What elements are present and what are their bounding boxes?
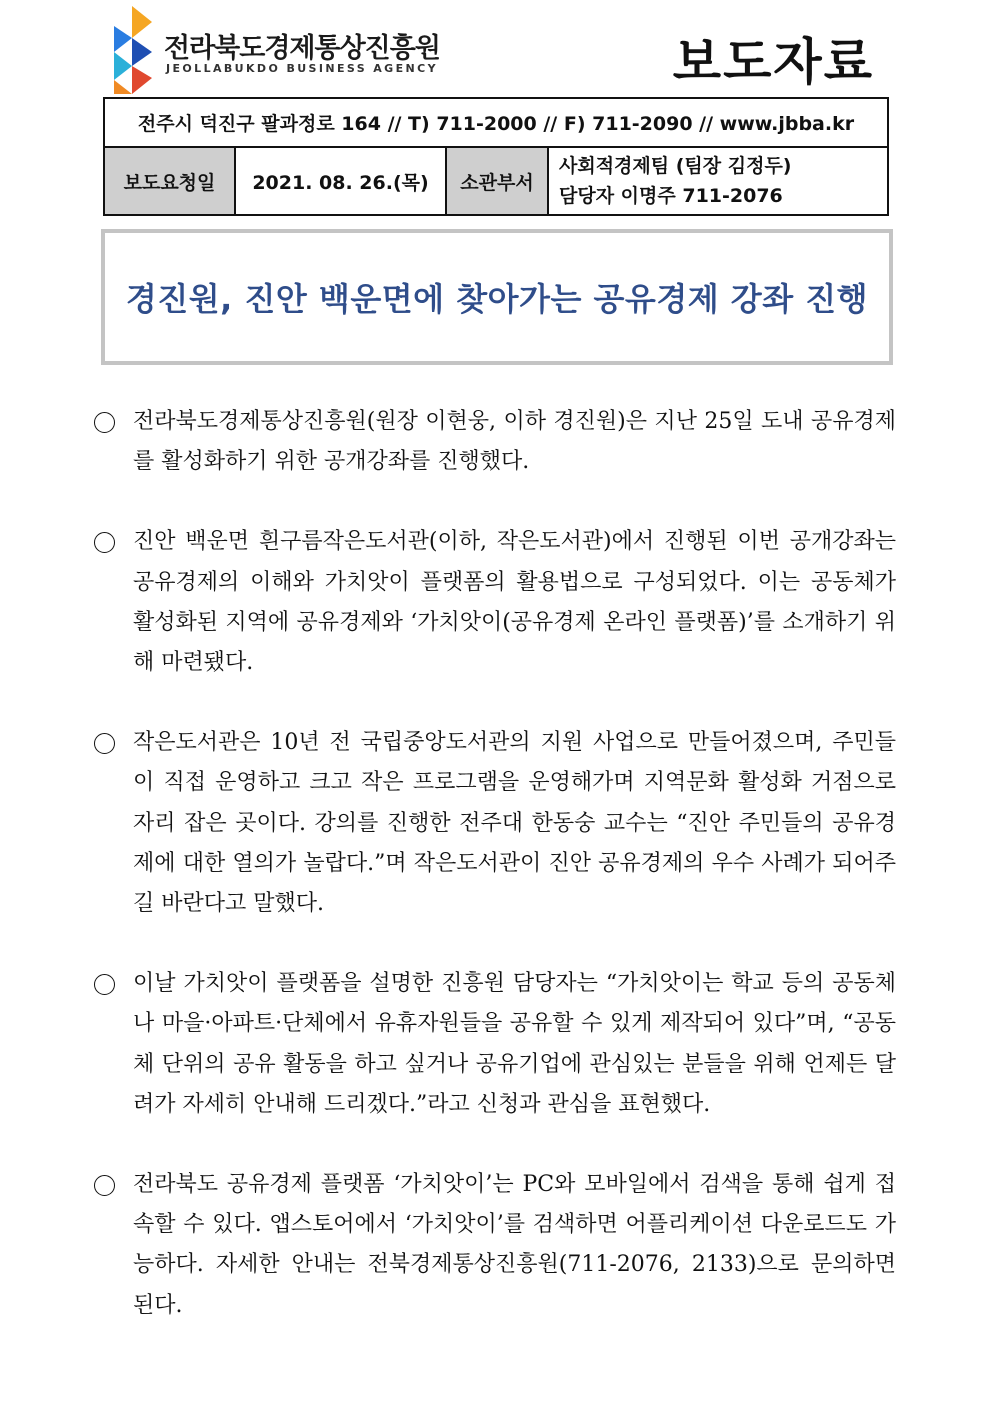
paragraph-text: 전라북도경제통상진흥원(원장 이현웅, 이하 경진원)은 지난 25일 도내 공유경제를 활성화하기 위한 공개강좌를 진행했다. <box>133 409 896 475</box>
department-contact: 담당자 이명주 711-2076 <box>559 185 783 207</box>
headline: 경진원, 진안 백운면에 찾아가는 공유경제 강좌 진행 <box>125 280 869 318</box>
department-label: 소관부서 <box>446 147 548 215</box>
logo-english-name: JEOLLABUKDO BUSINESS AGENCY <box>166 62 438 75</box>
department-info <box>548 147 888 215</box>
agency-logo-mark <box>108 4 160 96</box>
contact-address-line: 전주시 덕진구 팔과정로 164 // T) 711-2000 // F) 711-2090 // www.jbba.kr <box>104 98 888 147</box>
logo-korean-name: 전라북도경제통상진흥원 <box>164 33 440 64</box>
paragraph <box>90 1165 896 1326</box>
agency-logo <box>108 4 440 94</box>
request-date-value: 2021. 08. 26.(목) <box>235 147 446 215</box>
paragraph-text: 진안 백운면 흰구름작은도서관(이하, 작은도서관)에서 진행된 이번 공개강좌는 공유경제의 이해와 가치앗이 플랫폼의 활용법으로 구성되었다. 이는 공동체가 활성화된 지역에 공유경제와 ‘가치앗이(공유경제 온라인 플랫폼)’를 소개하기 위해 마련됐다. <box>133 529 896 676</box>
department-team: 사회적경제팀 (팀장 김정두) <box>559 155 792 177</box>
circle-bullet-icon <box>94 733 115 754</box>
circle-bullet-icon <box>94 532 115 553</box>
press-info-table <box>103 97 889 216</box>
document-type-title: 보도자료 <box>672 33 874 91</box>
paragraph-text: 전라북도 공유경제 플랫폼 ‘가치앗이’는 PC와 모바일에서 검색을 통해 쉽게 접속할 수 있다. 앱스토어에서 ‘가치앗이’를 검색하면 어플리케이션 다운로드도 가능하다. 자세한 안내는 전북경제통상진흥원(711-2076, 2133)으로 문의하면 된다. <box>133 1172 896 1318</box>
paragraph <box>90 723 896 924</box>
circle-bullet-icon <box>94 974 115 995</box>
paragraph <box>90 964 896 1125</box>
paragraph-text: 작은도서관은 10년 전 국립중앙도서관의 지원 사업으로 만들어졌으며, 주민들이 직접 운영하고 크고 작은 프로그램을 운영해가며 지역문화 활성화 거점으로 자리 잡은 곳이다. 강의를 진행한 전주대 한동숭 교수는 “진안 주민들의 공유경제에 대한 열의가 놀랍다.”며 작은도서관이 진안 공유경제의 우수 사례가 되어주길 바란다고 말했다. <box>133 730 896 917</box>
circle-bullet-icon <box>94 412 115 433</box>
headline-box <box>101 229 893 365</box>
paragraph <box>90 402 896 482</box>
request-date-label: 보도요청일 <box>104 147 235 215</box>
paragraph-text: 이날 가치앗이 플랫폼을 설명한 진흥원 담당자는 “가치앗이는 학교 등의 공동체나 마을·아파트·단체에서 유휴자원들을 공유할 수 있게 제작되어 있다”며, “공동체 단위의 공유 활동을 하고 싶거나 공유기업에 관심있는 분들을 위해 언제든 달려가 자세히 안내해 드리겠다.”라고 신청과 관심을 표현했다. <box>133 971 896 1117</box>
paragraph <box>90 522 896 683</box>
article-body <box>90 402 896 1366</box>
circle-bullet-icon <box>94 1175 115 1196</box>
